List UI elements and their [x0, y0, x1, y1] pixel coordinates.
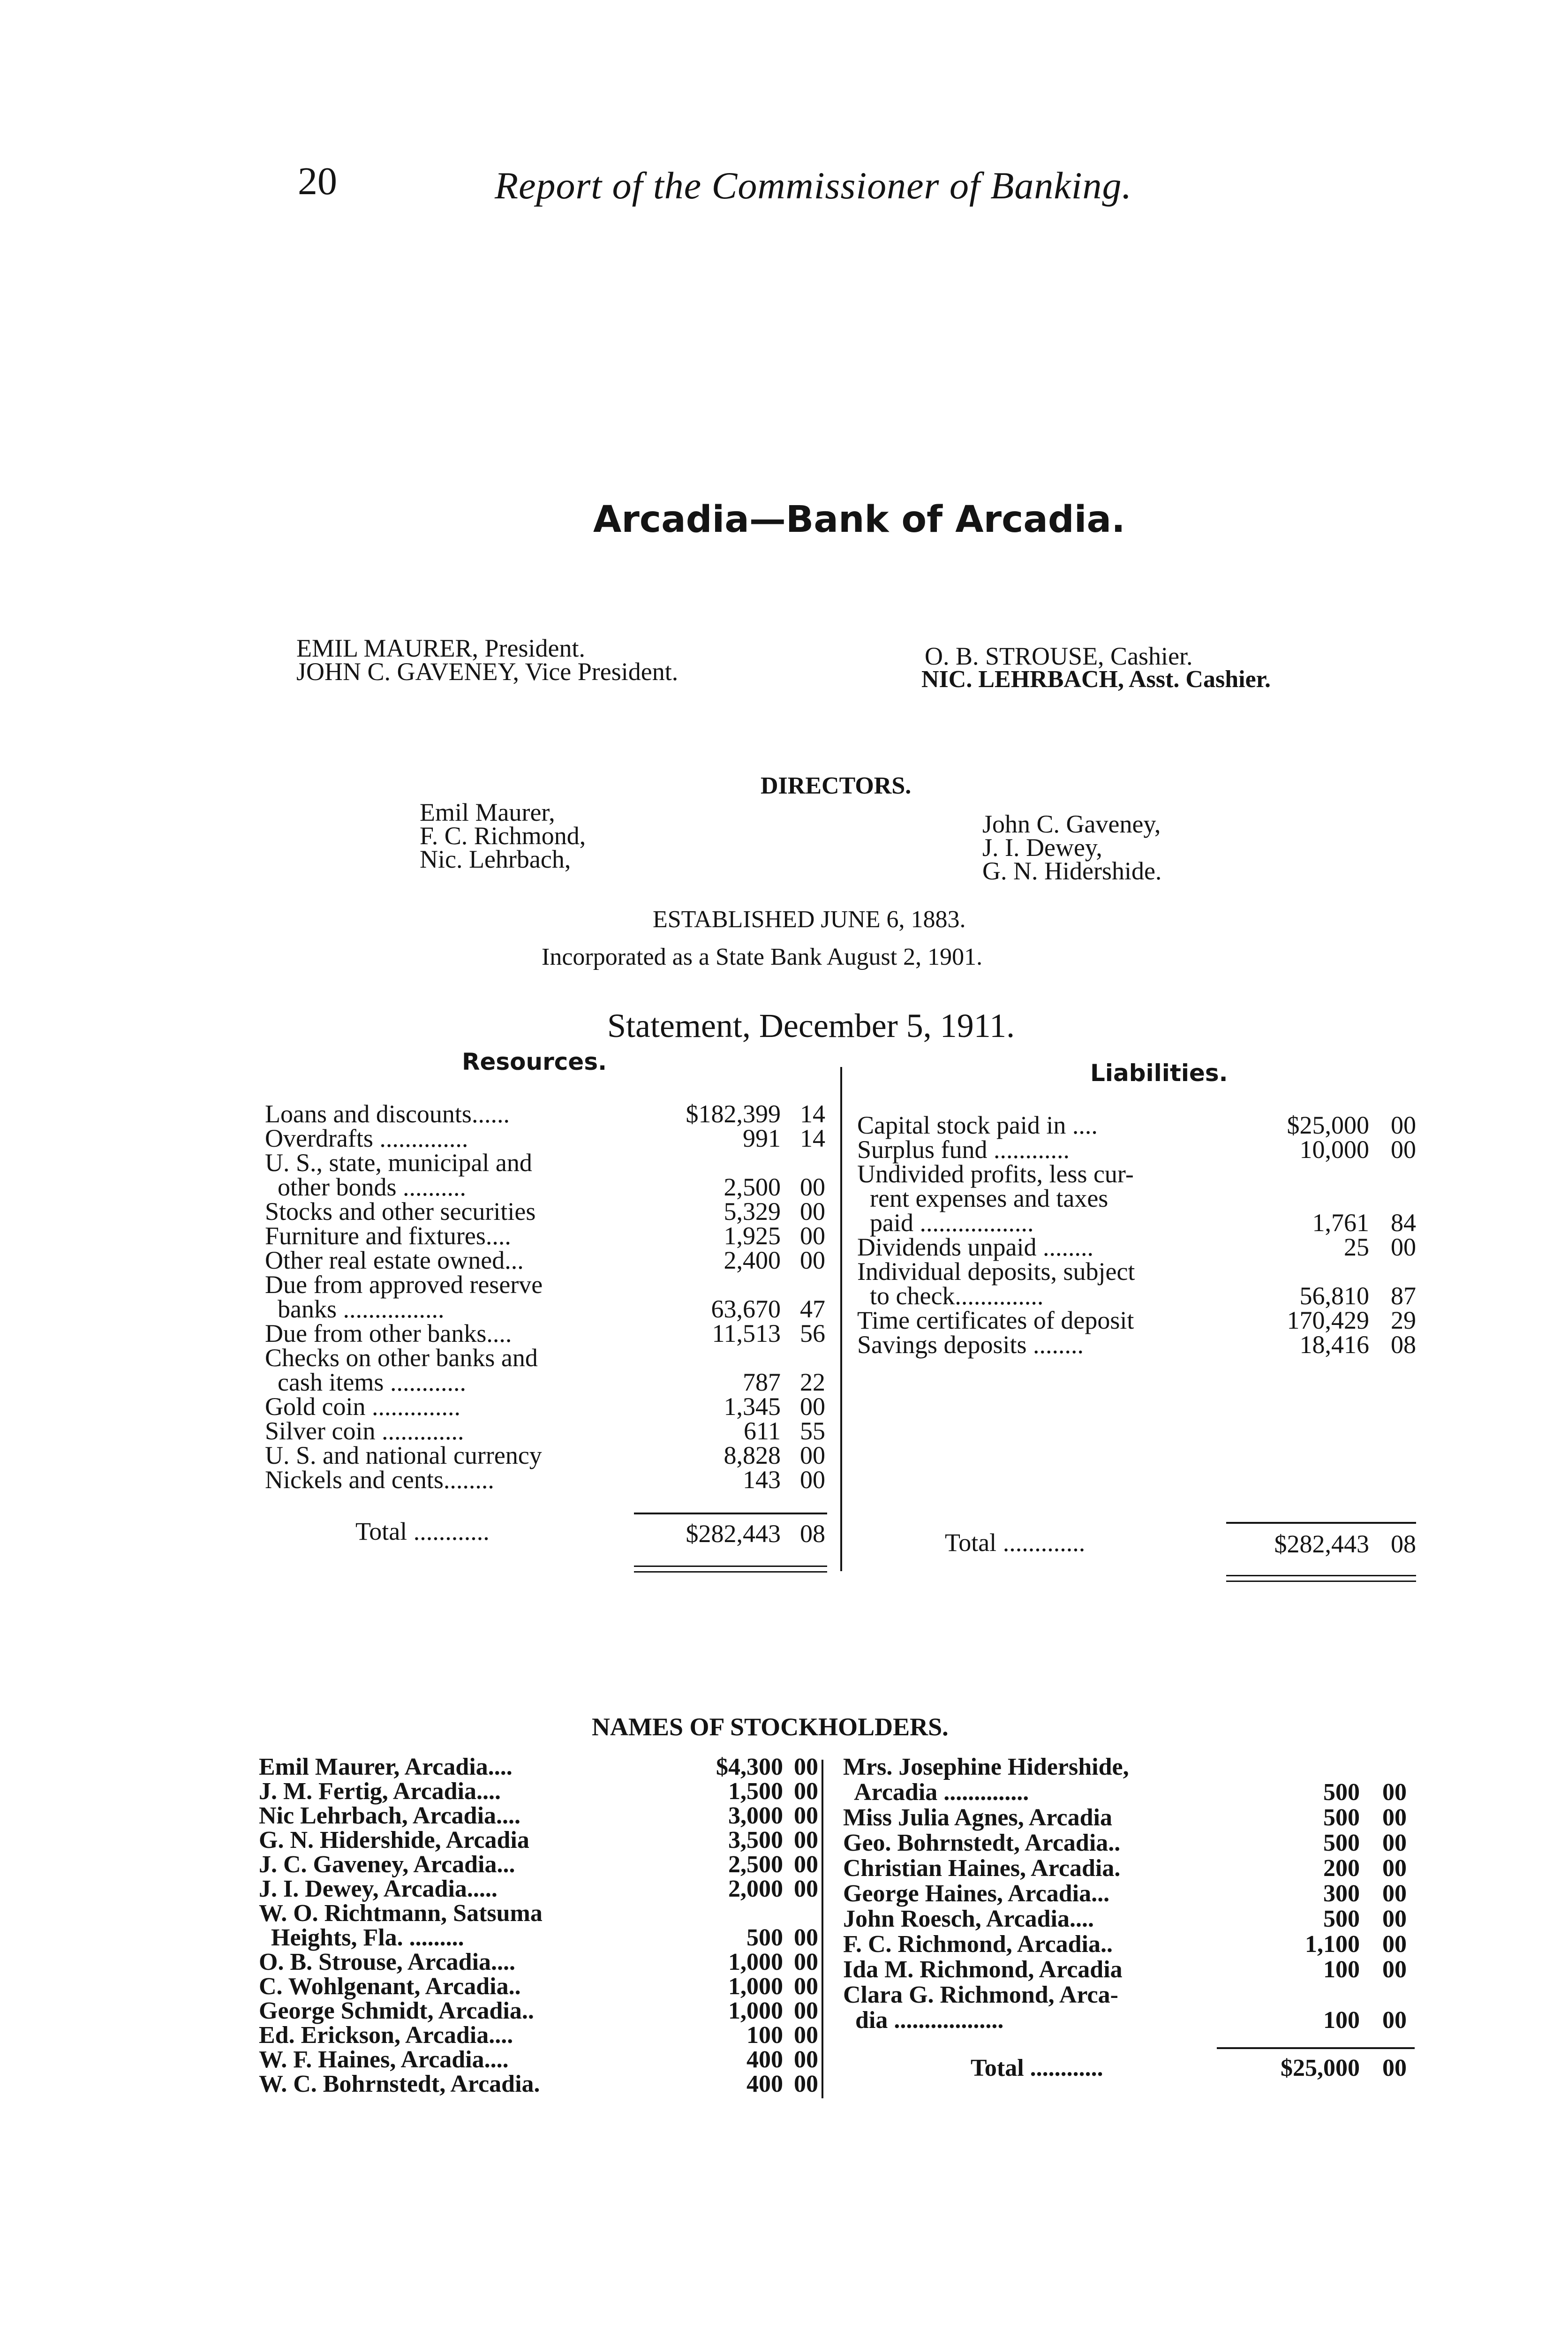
resource-row-label: Due from approved reserve: [265, 1271, 543, 1299]
stockholder-row-label: F. C. Richmond, Arcadia..: [843, 1931, 1113, 1958]
liability-row-label: Time certificates of deposit: [857, 1306, 1134, 1334]
liability-row-cents: 00: [1391, 1111, 1416, 1139]
resource-row-label: Loans and discounts......: [265, 1100, 510, 1128]
stockholder-row-dollars: $4,300: [716, 1754, 783, 1780]
stockholder-row-label: Christian Haines, Arcadia.: [843, 1855, 1121, 1882]
stockholder-row-label: Heights, Fla. .........: [259, 1924, 464, 1951]
resource-row-dollars: 2,400: [724, 1246, 781, 1274]
stockholder-row-cents: 00: [794, 1802, 818, 1829]
stockholder-row-cents: 00: [1382, 1779, 1407, 1806]
resource-row-dollars: 5,329: [724, 1197, 781, 1225]
resource-row-label: Checks on other banks and: [265, 1344, 538, 1372]
stockholders-heading: NAMES OF STOCKHOLDERS.: [592, 1713, 949, 1741]
stockholder-row-cents: 00: [794, 1827, 818, 1853]
stockholder-row-dollars: 100: [1323, 1956, 1360, 1983]
stockholders-total-rule: [1217, 2047, 1415, 2049]
resource-row-dollars: 991: [743, 1124, 781, 1152]
director-name: J. I. Dewey,: [982, 833, 1102, 862]
stockholder-row-cents: 00: [1382, 1931, 1407, 1958]
liabilities-total-label: Total .............: [945, 1528, 1086, 1557]
resource-row-label: other bonds ..........: [265, 1173, 466, 1201]
liabilities-total-dollars: $282,443: [1274, 1530, 1369, 1558]
stockholder-row-dollars: 500: [1323, 1906, 1360, 1932]
liabilities-total-rule-top: [1226, 1522, 1416, 1524]
liabilities-total-cents: 08: [1391, 1530, 1416, 1558]
resource-row-cents: 00: [800, 1246, 825, 1274]
resource-row-cents: 55: [800, 1417, 825, 1445]
liability-row-dollars: 10,000: [1299, 1135, 1369, 1164]
stockholder-row-cents: 00: [794, 1778, 818, 1805]
resource-row-cents: 00: [800, 1466, 825, 1494]
resource-row-label: banks ................: [265, 1295, 445, 1323]
stockholder-row-label: J. I. Dewey, Arcadia.....: [259, 1876, 498, 1902]
resource-row-label: Gold coin ..............: [265, 1392, 460, 1421]
liability-row-label: Capital stock paid in ....: [857, 1111, 1098, 1139]
stockholder-row-label: Ed. Erickson, Arcadia....: [259, 2022, 513, 2049]
resources-heading: Resources.: [462, 1048, 607, 1075]
stockholder-row-label: George Haines, Arcadia...: [843, 1880, 1110, 1907]
resource-row-dollars: 1,345: [724, 1392, 781, 1421]
stockholder-row-label: W. F. Haines, Arcadia....: [259, 2046, 509, 2073]
liabilities-double-rule: [1226, 1581, 1416, 1582]
stockholder-row-cents: 00: [1382, 1956, 1407, 1983]
stockholders-total-cents: 00: [1382, 2055, 1407, 2081]
statement-title: Statement, December 5, 1911.: [607, 1007, 1015, 1044]
stockholder-row-cents: 00: [794, 1997, 818, 2024]
stockholder-row-dollars: 1,100: [1305, 1931, 1360, 1958]
liability-row-label: Savings deposits ........: [857, 1331, 1084, 1359]
liability-row-dollars: 1,761: [1312, 1209, 1369, 1237]
resource-row-label: Due from other banks....: [265, 1319, 512, 1347]
stockholder-row-label: Emil Maurer, Arcadia....: [259, 1754, 513, 1780]
resource-row-cents: 00: [800, 1392, 825, 1421]
resource-row-label: U. S., state, municipal and: [265, 1149, 532, 1177]
officer-vice-president: JOHN C. GAVENEY, Vice President.: [296, 658, 678, 686]
stockholder-row-label: G. N. Hidershide, Arcadia: [259, 1827, 529, 1853]
liability-row-dollars: 56,810: [1299, 1282, 1369, 1310]
stockholder-row-label: Nic Lehrbach, Arcadia....: [259, 1802, 521, 1829]
resource-row-label: Other real estate owned...: [265, 1246, 524, 1274]
stockholder-row-dollars: 400: [746, 2071, 783, 2097]
stockholder-row-cents: 00: [794, 2071, 818, 2097]
resource-row-dollars: $182,399: [686, 1100, 781, 1128]
resource-row-cents: 47: [800, 1295, 825, 1323]
resource-row-dollars: 2,500: [724, 1173, 781, 1201]
liability-row-label: Surplus fund ............: [857, 1135, 1070, 1164]
stockholder-row-label: J. C. Gaveney, Arcadia...: [259, 1851, 515, 1878]
running-head: Report of the Commissioner of Banking.: [495, 164, 1132, 207]
resource-row-dollars: 11,513: [712, 1319, 781, 1347]
resource-row-label: Stocks and other securities: [265, 1197, 536, 1225]
stockholder-row-cents: 00: [1382, 1906, 1407, 1932]
stockholder-row-dollars: 500: [1323, 1830, 1360, 1856]
liability-row-label: Individual deposits, subject: [857, 1257, 1135, 1286]
liability-row-dollars: $25,000: [1287, 1111, 1369, 1139]
director-name: Emil Maurer,: [420, 798, 555, 826]
stockholder-row-cents: 00: [794, 1973, 818, 2000]
stockholder-row-label: J. M. Fertig, Arcadia....: [259, 1778, 501, 1805]
stockholders-total-label: Total ............: [971, 2055, 1103, 2081]
liabilities-double-rule: [1226, 1575, 1416, 1576]
liability-row-cents: 00: [1391, 1135, 1416, 1164]
stockholder-row-cents: 00: [794, 2022, 818, 2049]
stockholder-row-dollars: 100: [1323, 2007, 1360, 2034]
stockholder-row-cents: 00: [794, 1754, 818, 1780]
director-name: Nic. Lehrbach,: [420, 845, 571, 873]
resource-row-cents: 14: [800, 1100, 825, 1128]
director-name: G. N. Hidershide.: [982, 857, 1162, 885]
stockholder-row-dollars: 3,500: [728, 1827, 783, 1853]
resource-row-cents: 00: [800, 1441, 825, 1469]
officer-cashier: O. B. STROUSE, Cashier.: [925, 642, 1193, 670]
stockholder-row-dollars: 1,000: [728, 1997, 783, 2024]
stockholder-row-label: Arcadia ..............: [843, 1779, 1029, 1806]
resource-row-cents: 22: [800, 1368, 825, 1396]
liabilities-heading: Liabilities.: [1090, 1059, 1228, 1087]
resources-total-rule-top: [634, 1513, 827, 1514]
page-number: 20: [298, 159, 337, 203]
stockholder-row-label: C. Wohlgenant, Arcadia..: [259, 1973, 521, 2000]
liability-row-cents: 00: [1391, 1233, 1416, 1261]
stockholder-row-dollars: 200: [1323, 1855, 1360, 1882]
stockholder-row-label: W. C. Bohrnstedt, Arcadia.: [259, 2071, 540, 2097]
resource-row-label: U. S. and national currency: [265, 1441, 542, 1469]
stockholder-row-dollars: 500: [1323, 1804, 1360, 1831]
liability-row-label: paid ..................: [857, 1209, 1034, 1237]
resource-row-label: cash items ............: [265, 1368, 466, 1396]
stockholder-row-label: W. O. Richtmann, Satsuma: [259, 1900, 543, 1927]
stockholder-row-cents: 00: [794, 1851, 818, 1878]
stockholder-row-cents: 00: [1382, 2007, 1407, 2034]
stockholder-row-dollars: 3,000: [728, 1802, 783, 1829]
resource-row-label: Silver coin .............: [265, 1417, 464, 1445]
stockholders-column-divider: [822, 1760, 823, 2098]
liability-row-cents: 87: [1391, 1282, 1416, 1310]
stockholder-row-dollars: 500: [1323, 1779, 1360, 1806]
resource-row-cents: 00: [800, 1173, 825, 1201]
officer-president: EMIL MAURER, President.: [296, 634, 585, 662]
stockholder-row-dollars: 400: [746, 2046, 783, 2073]
resource-row-cents: 00: [800, 1197, 825, 1225]
stockholder-row-label: Geo. Bohrnstedt, Arcadia..: [843, 1830, 1121, 1856]
stockholder-row-cents: 00: [1382, 1880, 1407, 1907]
stockholder-row-cents: 00: [794, 1876, 818, 1902]
resource-row-dollars: 63,670: [711, 1295, 781, 1323]
stockholder-row-dollars: 1,500: [728, 1778, 783, 1805]
stockholders-total-dollars: $25,000: [1281, 2055, 1360, 2081]
stockholder-row-dollars: 1,000: [728, 1949, 783, 1975]
stockholder-row-dollars: 100: [746, 2022, 783, 2049]
resource-row-dollars: 8,828: [724, 1441, 781, 1469]
incorporated-line: Incorporated as a State Bank August 2, 1901.: [542, 944, 983, 970]
stockholder-row-cents: 00: [1382, 1855, 1407, 1882]
stockholder-row-label: Mrs. Josephine Hidershide,: [843, 1754, 1129, 1780]
stockholder-row-dollars: 2,000: [728, 1876, 783, 1902]
established-line: ESTABLISHED JUNE 6, 1883.: [653, 906, 966, 933]
liability-row-cents: 84: [1391, 1209, 1416, 1237]
resource-row-dollars: 611: [744, 1417, 781, 1445]
resource-row-dollars: 787: [743, 1368, 781, 1396]
stockholder-row-cents: 00: [794, 1924, 818, 1951]
director-name: John C. Gaveney,: [982, 810, 1161, 838]
resource-row-label: Nickels and cents........: [265, 1466, 494, 1494]
resources-total-cents: 08: [800, 1520, 825, 1548]
resource-row-label: Overdrafts ..............: [265, 1124, 468, 1152]
resources-double-rule: [634, 1566, 827, 1567]
liability-row-label: Dividends unpaid ........: [857, 1233, 1093, 1261]
statement-column-divider: [840, 1067, 842, 1571]
stockholder-row-label: dia ..................: [843, 2007, 1004, 2034]
liability-row-dollars: 25: [1344, 1233, 1369, 1261]
liability-row-cents: 08: [1391, 1331, 1416, 1359]
stockholder-row-label: George Schmidt, Arcadia..: [259, 1997, 534, 2024]
stockholder-row-label: O. B. Strouse, Arcadia....: [259, 1949, 516, 1975]
resources-total-dollars: $282,443: [686, 1520, 781, 1548]
stockholder-row-cents: 00: [1382, 1830, 1407, 1856]
bank-title: Arcadia—Bank of Arcadia.: [593, 499, 1125, 541]
stockholder-row-label: John Roesch, Arcadia....: [843, 1906, 1094, 1932]
liability-row-label: to check..............: [857, 1282, 1044, 1310]
liability-row-cents: 29: [1391, 1306, 1416, 1334]
officer-asst-cashier: NIC. LEHRBACH, Asst. Cashier.: [921, 666, 1271, 693]
resource-row-dollars: 143: [743, 1466, 781, 1494]
resource-row-cents: 14: [800, 1124, 825, 1152]
liability-row-dollars: 18,416: [1299, 1331, 1369, 1359]
stockholder-row-label: Miss Julia Agnes, Arcadia: [843, 1804, 1113, 1831]
director-name: F. C. Richmond,: [420, 822, 586, 850]
stockholder-row-dollars: 1,000: [728, 1973, 783, 2000]
liability-row-label: rent expenses and taxes: [857, 1184, 1108, 1212]
stockholder-row-cents: 00: [1382, 1804, 1407, 1831]
resource-row-cents: 00: [800, 1222, 825, 1250]
stockholder-row-label: Clara G. Richmond, Arca-: [843, 1982, 1118, 2008]
liability-row-label: Undivided profits, less cur-: [857, 1160, 1134, 1188]
resource-row-label: Furniture and fixtures....: [265, 1222, 511, 1250]
stockholder-row-dollars: 500: [746, 1924, 783, 1951]
resource-row-cents: 56: [800, 1319, 825, 1347]
resources-total-label: Total ............: [355, 1517, 490, 1545]
resources-double-rule: [634, 1571, 827, 1573]
resource-row-dollars: 1,925: [724, 1222, 781, 1250]
stockholder-row-cents: 00: [794, 1949, 818, 1975]
liability-row-dollars: 170,429: [1287, 1306, 1369, 1334]
directors-heading: DIRECTORS.: [761, 772, 912, 799]
stockholder-row-label: Ida M. Richmond, Arcadia: [843, 1956, 1123, 1983]
stockholder-row-dollars: 2,500: [728, 1851, 783, 1878]
stockholder-row-dollars: 300: [1323, 1880, 1360, 1907]
stockholder-row-cents: 00: [794, 2046, 818, 2073]
